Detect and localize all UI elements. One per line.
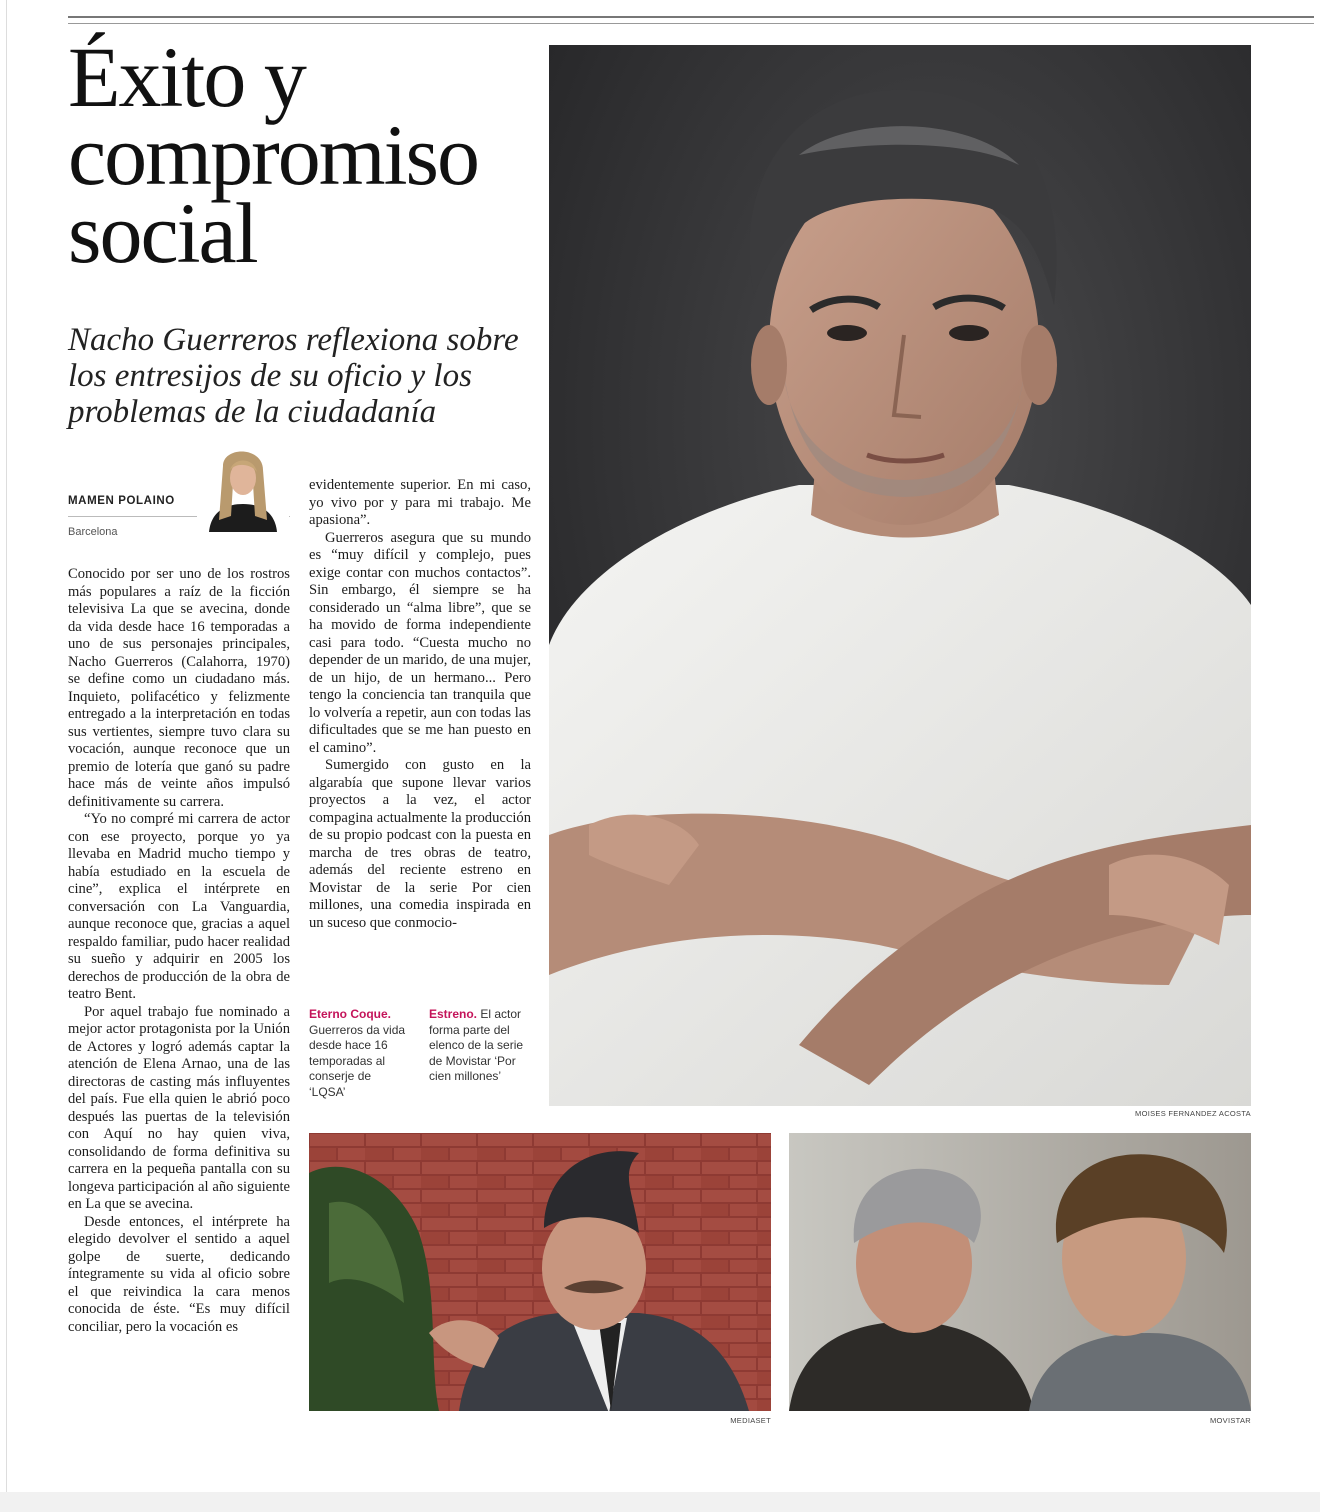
headline-line-2: compromiso: [68, 107, 478, 203]
headline: [68, 29, 543, 281]
subheadline: Nacho Guerreros reflexiona sobre los entresijos de su oficio y los problemas de la ciudadanía: [68, 322, 519, 430]
body-column-2: [309, 477, 531, 932]
photo-caption-eterno: [309, 1007, 409, 1100]
body-paragraph: Guerreros asegura que su mundo es “muy difícil y complejo, pues exige contar con muchos contactos”. Sin embargo, él siempre se ha considerado un “alma libre”, que se ha movido de forma independiente casi para todo. “Cuesta mucho no depender de un marido, de una mujer, de un hijo, de un hermano... Pero tengo la conciencia tan tranquila que lo volvería a repetir, aun con todas las dificultades que se me han puesto en el camino”.: [309, 529, 531, 756]
body-paragraph: Sumergido con gusto en la algarabía que supone llevar varios proyectos a la vez, el actor compagina actualmente la producción de su propio podcast con la puesta en marcha de tres obras de teatro, además del reciente estreno en Movistar de la serie Por cien millones, una comedia inspirada en un suceso que conmocio-: [309, 757, 531, 931]
caption-kicker: Estreno.: [429, 1007, 478, 1021]
author-portrait: [197, 440, 289, 532]
headline-line-1: Éxito y: [68, 29, 305, 125]
lqsa-still-photo: [309, 1133, 771, 1411]
body-column-1: [68, 566, 290, 1336]
body-paragraph: evidentemente superior. En mi caso, yo vivo por y para mi trabajo. Me apasiona”.: [309, 477, 531, 528]
photo-credit-right: MOVISTAR: [1209, 1416, 1251, 1425]
movistar-still-photo: [789, 1133, 1251, 1411]
body-paragraph: Por aquel trabajo fue nominado a mejor actor protagonista por la Unión de Actores y logró además captar la atención de Elena Arnao, una de las directoras de casting más influyentes del país. Fue ella quien le abrió poco después las puertas de la televisión con Aquí no hay quien viva, consolidando de forma definitiva su carrera en la pequeña pantalla con su longeva participación al año siguiente en La que se avecina.: [68, 1003, 290, 1212]
bottom-band: [0, 1492, 1320, 1512]
photo-caption-estreno: [429, 1007, 533, 1085]
photo-credit-main: MOISES FERNANDEZ ACOSTA: [1135, 1109, 1251, 1118]
caption-text: Guerreros da vida desde hace 16 temporadas al conserje de ‘LQSA’: [309, 1022, 406, 1099]
caption-kicker: Eterno Coque.: [309, 1007, 392, 1021]
body-paragraph: Conocido por ser uno de los rostros más populares a raíz de la ficción televisiva La que se avecina, donde da vida desde hace 16 temporadas a uno de sus personajes principales, Nacho Guerreros (Calahorra, 1970) se define como un ciudadano más. Inquieto, polifacético y felizmente entregado a la interpretación en todas sus vertientes, siempre tuvo clara su vocación, aunque reconoce que un premio de lotería que ganó su padre hace más de veinte años impulsó definitivamente su carrera.: [68, 566, 290, 810]
main-portrait-photo: [549, 45, 1251, 1106]
photo-credit-left: MEDIASET: [730, 1416, 771, 1425]
byline-author: MAMEN POLAINO: [68, 495, 175, 507]
body-paragraph: Desde entonces, el intérprete ha elegido devolver el sentido a aquel golpe de suerte, dedicando íntegramente su vida al oficio sobre el que reivindica la cara menos conocida de éste. “Es muy difícil conciliar, pero la vocación es: [68, 1213, 290, 1335]
byline-location: Barcelona: [68, 526, 118, 538]
caption-text: El actor forma parte del elenco de la serie de Movistar ‘Por cien millones’: [429, 1007, 524, 1083]
headline-line-3: social: [68, 185, 257, 281]
body-paragraph: “Yo no compré mi carrera de actor con ese proyecto, porque yo ya llevaba en Madrid mucho tiempo y había estudiado en la escuela de cine”, explica el intérprete en conversación con La Vanguardia, aunque reconoce que, gracias a aquel respaldo familiar, pudo hacer realidad su sueño y adquirir en 2005 los derechos de producción de la obra de teatro Bent.: [68, 811, 290, 1002]
page-edge: [6, 0, 7, 1494]
top-rule: [68, 16, 1314, 24]
